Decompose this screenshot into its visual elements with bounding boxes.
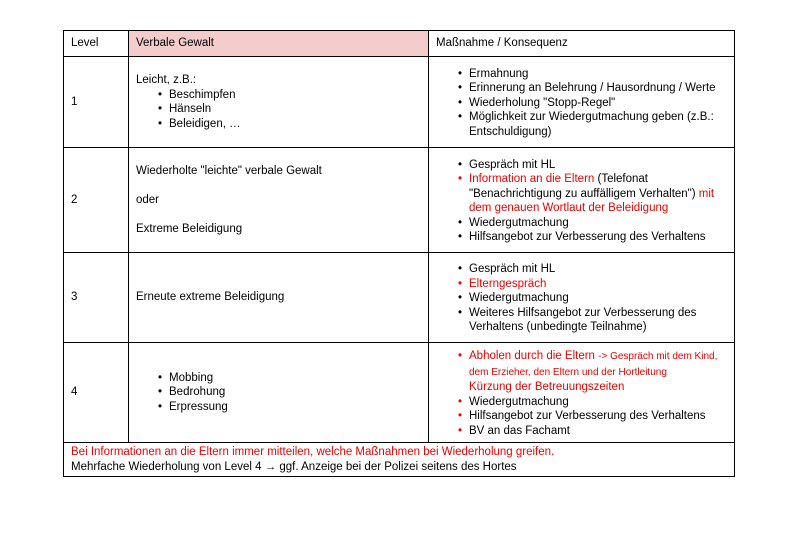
text-segment: Weiteres Hilfsangebot zur Verbesserung des Verhaltens (unbedingte Teilnahme) [469, 306, 697, 334]
bullet-list [451, 67, 726, 140]
table-row [64, 253, 735, 343]
text-segment: Bedrohung [169, 386, 226, 399]
bullet-marker-icon: • [457, 173, 463, 185]
list-item-text [469, 230, 706, 245]
list-item [451, 230, 726, 245]
bullet-marker-icon: • [457, 263, 463, 276]
text-segment: Erinnerung an Belehrung / Hausordnung / Werte [469, 82, 716, 95]
text-segment: Wiedergutmachung [469, 395, 569, 408]
level-cell: 1 [64, 57, 129, 148]
bullet-marker-icon: • [157, 103, 163, 115]
text-segment: Hilfsangebot zur Verbesserung des Verhaltens [469, 231, 706, 243]
text-segment: Hänseln [169, 103, 212, 115]
list-item-text [469, 67, 528, 82]
text-segment: Information an die Eltern [469, 173, 595, 185]
column-header-massnahme: Maßnahme / Konsequenz [429, 31, 735, 57]
bullet-list [151, 371, 421, 415]
table-row [64, 57, 735, 148]
bullet-marker-icon: • [457, 292, 463, 305]
bullet-list [151, 88, 421, 132]
list-item-text [469, 349, 726, 395]
list-item-text [469, 424, 570, 439]
list-item-text [469, 409, 706, 424]
text-segment: Wiederholung "Stopp-Regel" [469, 96, 616, 109]
bullet-marker-icon: • [157, 400, 163, 413]
list-item-text [169, 385, 225, 400]
cell-text: Extreme Beleidigung [136, 222, 243, 235]
footer-cell [64, 443, 735, 477]
header-row [64, 31, 735, 57]
bullet-marker-icon: • [457, 350, 463, 362]
list-item-text [469, 306, 726, 335]
list-item-text [169, 88, 235, 103]
list-item [451, 96, 726, 111]
text-segment: Möglichkeit zur Wiedergutmachung geben (z.B.: Entschuldigung) [469, 111, 714, 138]
text-segment: (Telefonat "Benachrichtigung zu auffälligem Verhalten") [469, 173, 699, 200]
verbale-gewalt-cell [129, 148, 429, 253]
massnahme-cell [429, 343, 735, 443]
column-header-level: Level [64, 31, 129, 57]
list-item [451, 291, 726, 306]
list-item-text [169, 400, 228, 415]
list-item [451, 172, 726, 216]
list-item [451, 277, 726, 292]
list-item [451, 67, 726, 82]
cell-text: oder [136, 193, 160, 206]
text-segment: mit dem genauen Wortlaut der Beleidigung [469, 187, 715, 214]
text-segment: Wiedergutmachung [469, 216, 569, 229]
list-item [451, 424, 726, 439]
list-item [451, 110, 726, 139]
text-segment: Erpressung [169, 400, 228, 413]
massnahme-cell [429, 148, 735, 253]
list-item-text [469, 277, 546, 292]
list-item-text [469, 81, 716, 96]
list-item [451, 158, 726, 173]
bullet-marker-icon: • [457, 424, 463, 437]
cell-text: Erneute extreme Beleidigung [136, 291, 285, 304]
list-item-text [469, 158, 555, 173]
bullet-list [451, 262, 726, 335]
bullet-marker-icon: • [457, 306, 463, 319]
bullet-marker-icon: • [457, 231, 463, 243]
bullet-marker-icon: • [457, 216, 463, 229]
list-item-text [469, 395, 569, 410]
bullet-marker-icon: • [457, 158, 463, 171]
massnahme-cell [429, 253, 735, 343]
bullet-list [451, 349, 726, 438]
list-item [151, 400, 421, 415]
escalation-table [63, 30, 735, 477]
bullet-marker-icon: • [157, 117, 163, 130]
text-segment: Gespräch mit HL [469, 158, 556, 171]
text-segment: Gespräch mit HL [469, 263, 556, 276]
level-cell: 4 [64, 343, 129, 443]
bullet-marker-icon: • [457, 82, 463, 95]
verbale-gewalt-cell [129, 57, 429, 148]
list-item-text [469, 110, 726, 139]
list-item [151, 117, 421, 132]
bullet-marker-icon: • [157, 88, 163, 101]
verbale-gewalt-cell [129, 253, 429, 343]
list-item-text [469, 96, 615, 111]
text-segment: BV an das Fachamt [469, 424, 570, 437]
list-item [451, 216, 726, 231]
text-segment: Kürzung der Betreuungszeiten [469, 381, 625, 393]
list-item-text [169, 371, 213, 386]
list-item [451, 349, 726, 395]
list-item-text [469, 262, 555, 277]
text-segment: Wiedergutmachung [469, 292, 569, 305]
massnahme-cell [429, 57, 735, 148]
list-item [151, 102, 421, 117]
list-item [451, 262, 726, 277]
text-segment: -> Gespräch mit dem Kind, dem Erzieher, den Eltern und der Hortleitung [469, 351, 718, 378]
bullet-marker-icon: • [457, 395, 463, 408]
text-segment: Beschimpfen [169, 88, 236, 101]
bullet-marker-icon: • [457, 277, 463, 290]
list-item-text [469, 291, 569, 306]
list-item [451, 306, 726, 335]
text-segment: Hilfsangebot zur Verbesserung des Verhaltens [469, 410, 706, 422]
bullet-list [451, 158, 726, 245]
bullet-marker-icon: • [457, 410, 463, 422]
list-item [451, 395, 726, 410]
bullet-marker-icon: • [457, 111, 463, 124]
list-item [451, 409, 726, 424]
text-segment: Ermahnung [469, 67, 529, 80]
list-item-text [469, 216, 569, 231]
list-item-text [169, 102, 211, 117]
table-body [64, 57, 735, 443]
text-segment: Beleidigen, … [169, 117, 241, 130]
list-item-text [469, 172, 726, 216]
level-cell: 3 [64, 253, 129, 343]
footer-line: Mehrfache Wiederholung von Level 4 → ggf. Anzeige bei der Polizei seitens des Hortes [71, 460, 517, 473]
bullet-marker-icon: • [457, 96, 463, 109]
text-segment: Mobbing [169, 371, 214, 384]
column-header-verbale-gewalt: Verbale Gewalt [129, 31, 429, 57]
table-row [64, 343, 735, 443]
list-item [151, 371, 421, 386]
list-item [151, 385, 421, 400]
list-item [451, 81, 726, 96]
footer-line: Bei Informationen an die Eltern immer mitteilen, welche Maßnahmen bei Wiederholung greifen. [71, 446, 555, 458]
table-row [64, 148, 735, 253]
bullet-marker-icon: • [157, 386, 163, 399]
list-item-text [169, 117, 241, 132]
list-item [151, 88, 421, 103]
footer-row [64, 443, 735, 477]
cell-text: Wiederholte "leichte" verbale Gewalt [136, 164, 322, 177]
text-segment: Elterngespräch [469, 277, 547, 290]
level-cell: 2 [64, 148, 129, 253]
verbale-gewalt-cell [129, 343, 429, 443]
cell-text: Leicht, z.B.: [136, 74, 197, 86]
bullet-marker-icon: • [457, 67, 463, 80]
bullet-marker-icon: • [157, 371, 163, 384]
text-segment: Abholen durch die Eltern [469, 350, 599, 362]
